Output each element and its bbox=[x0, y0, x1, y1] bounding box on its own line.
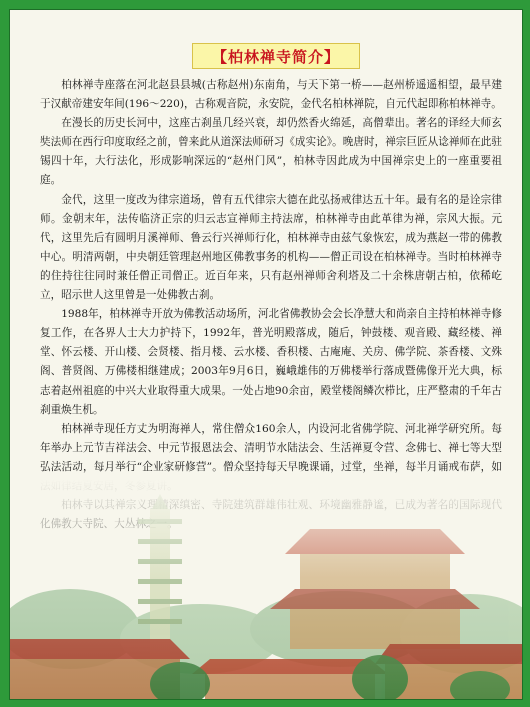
paragraph-3: 金代，这里一度改为律宗道场，曾有五代律宗大德在此弘扬戒律达五十年。最有名的是诠宗律师。金朝末年，法传临济正宗的归云志宣禅师主持法席，柏林禅寺由此革律为禅，宗风大振。元代，这里先后有圆明月溪禅师、鲁云行兴禅师行化，柏林禅寺由兹气象恢宏，成为燕赵一带的佛教中心。明清两朝，中央朝廷管理赵州地区佛教事务的机构——僧正司设在柏林禅寺。当时柏林禅寺的住持往往同时兼任僧正司僧正。近百年来，只有赵州禅师舍利塔及二十余株唐朝古柏，依稀屹立，昭示世人这里曾是一处佛教古刹。 bbox=[40, 193, 502, 302]
paragraph-5: 柏林禅寺现任方丈为明海禅人，常住僧众160余人，内设河北省佛学院、河北禅学研究所。每年举办上元节吉祥法会、中元节报恩法会、清明节水陆法会、生活禅夏令营、念佛七、禅七等大型弘法活动，每月举行“企业家研修营”。僧众坚持每天早晚课诵，过堂，坐禅，每半月诵戒布萨，如 bbox=[40, 422, 502, 473]
body-text bbox=[40, 76, 502, 534]
document-panel bbox=[9, 9, 523, 700]
page-title: 【柏林禅寺简介】 bbox=[192, 43, 360, 69]
paragraph-1: 柏林禅寺座落在河北赵县县城(古称赵州)东南角，与天下第一桥——赵州桥遥遥相望，最早建于汉献帝建安年间(196～220)，古称观音院，永安院，金代名柏林禅院，自元代起即称柏林禅寺。 bbox=[40, 79, 502, 111]
paragraph-4: 1988年，柏林禅寺开放为佛教活动场所，河北省佛教协会会长净慧大和尚亲自主持柏林禅寺修复工作，在各界人士大力护持下，1992年，普光明殿落成，随后，钟鼓楼、观音殿、藏经楼、禅堂、怀云楼、开山楼、会贤楼、指月楼、云水楼、香积楼、古庵庵、关房、佛学院、茶香楼、文殊阁、普贤阁、万佛楼相继建成；2003年9月6日，巍峨雄伟的万佛楼举行落成暨佛像开光大典，标志着赵州祖庭的中兴大业取得重大成果。一处占地90余亩，殿堂楼阁鳞次栉比，庄严整肃的千年古刹重焕生机。 bbox=[40, 308, 502, 416]
paragraph-2: 在漫长的历史长河中，这座古刹虽几经兴衰，却仍然香火绵延，高僧辈出。著名的译经大师玄奘法师在西行印度取经之前，曾来此从道深法师研习《成实论》。晚唐时，禅宗巨匠从谂禅师在此驻锡四十年，大行法化，形成影响深远的“赵州门风”，柏林寺因此成为中国禅宗史上的一座重要祖庭。 bbox=[40, 117, 502, 187]
temple-scene-image bbox=[10, 479, 522, 699]
